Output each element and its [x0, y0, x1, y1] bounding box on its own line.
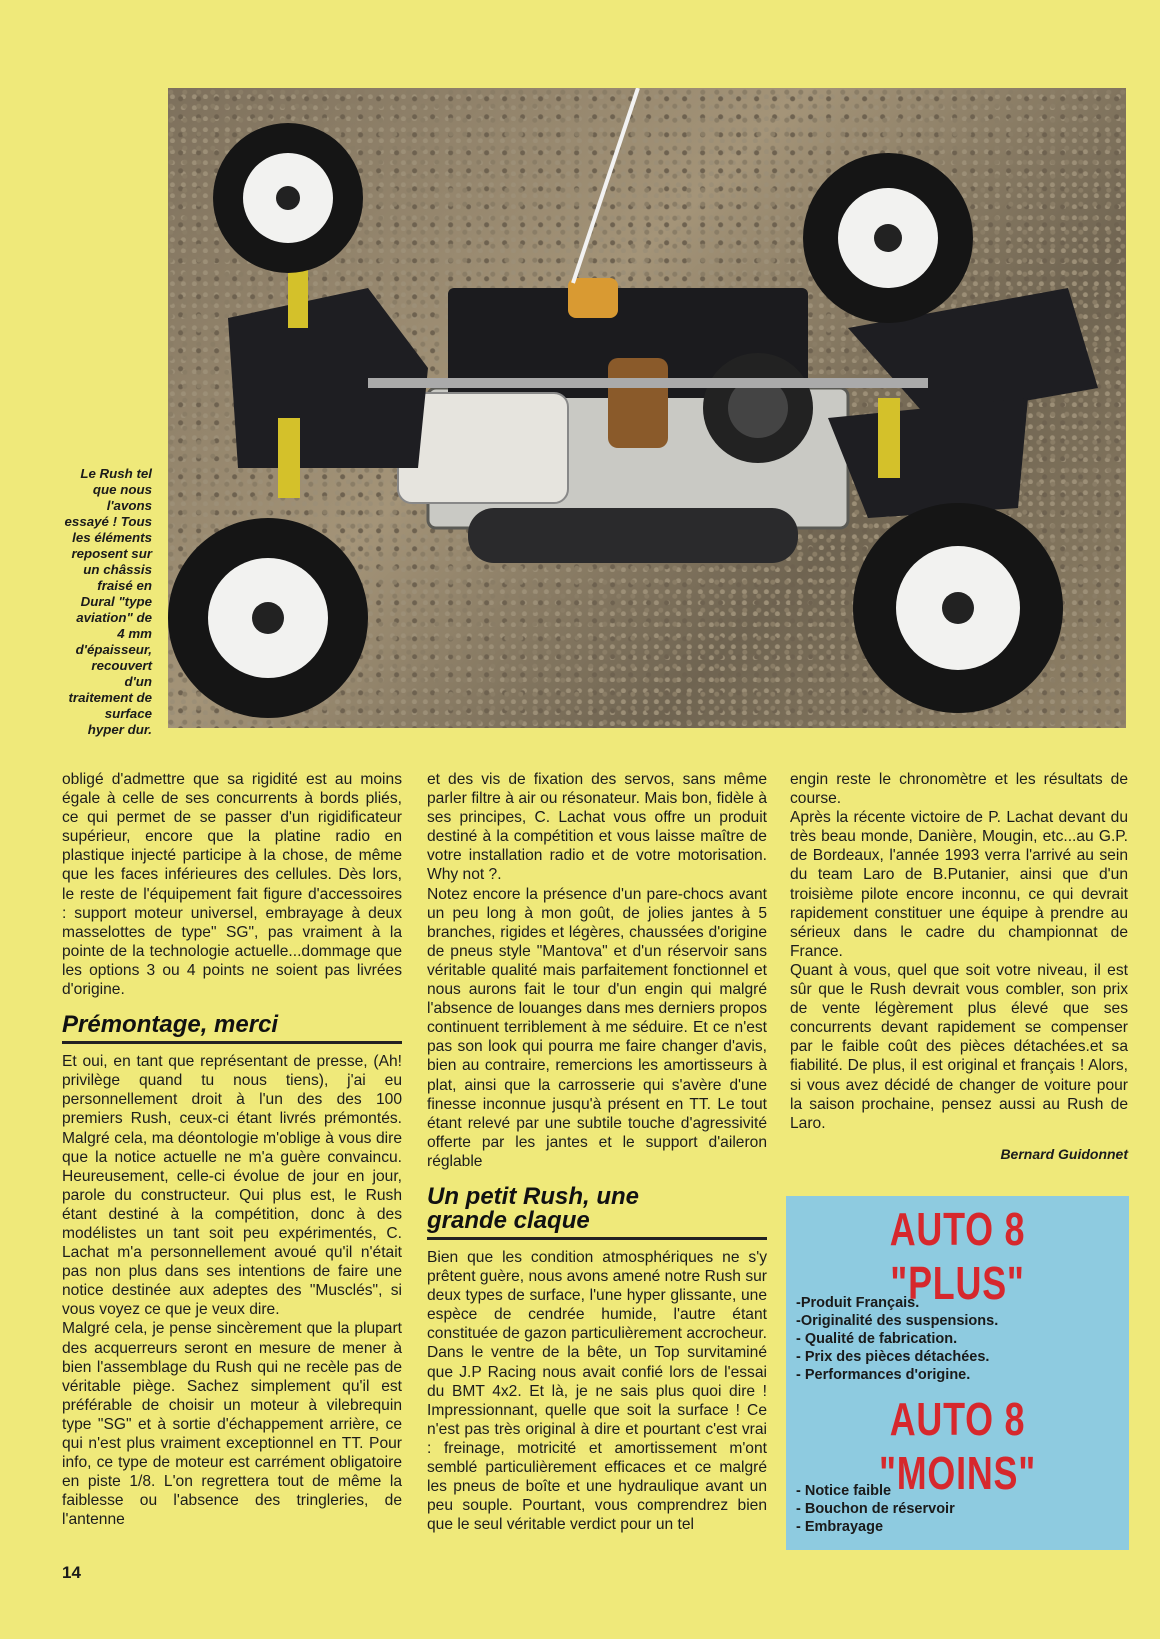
article-column-2: [427, 770, 767, 1534]
paragraph: obligé d'admettre que sa rigidité est au moins égale à celle de ses concurrents à bords pliés, ce qui permet de se passer d'un rigidificateur supérieur, encore que la platine radio en plastique injecté participe à la chose, de même que les faces inférieures des cellules. Dès lors, le reste de l'équipement fait figure d'accessoires : support moteur universel, embrayage à deux masselottes de type" SG", pas vraiment à la pointe de la technologie actuelle...dommage que les options 3 ou 4 points ne soient pas livrées d'origine.: [62, 771, 402, 999]
paragraph: Notez encore la présence d'un pare-chocs avant un peu long à mon goût, de jolies jantes à 5 branches, rigides et légères, chaussées d'origine de pneus style "Mantova" et d'un réservoir sans véritable qualité mais parfaitement fonctionnel et nous aurons fait le tour d'un engin qui malgré l'absence de louanges dans mes derniers propos continuent terriblement à me séduire. Et ce n'est pas son look qui pourra me faire changer d'avis, bien au contraire, remercions les amortisseurs à plat, ainsi que la carrosserie qui s'avère d'une finesse inconnue jusqu'à présent en TT. Le tout étant relevé par une subtile touche d'agressivité offerte par les jantes et le support d'aileron réglable: [427, 885, 767, 1170]
paragraph: Quant à vous, quel que soit votre niveau, il est sûr que le Rush devrait vous combler, son prix de vente légèrement plus élevé que ses concurrents devant rapidement se compenser par le faible coût des pièces détachées.et sa fiabilité. De plus, il est original et français ! Alors, si vous avez décidé de changer de voiture pour la saison prochaine, pensez aussi au Rush de Laro.: [790, 961, 1128, 1132]
list-item: - Prix des pièces détachées.: [796, 1349, 990, 1365]
paragraph: Malgré cela, je pense sincèrement que la plupart des acquerreurs seront en mesure de mener à bien l'assemblage du Rush qui ne recèle pas de véritable piège. Sachez simplement qu'il est préférable de choisir un moteur à vilebrequin type "SG" et à sortie d'échappement arrière, ce qui n'est plus vraiment exceptionnel en TT. Pour info, ce type de moteur est carrément obligatoire en piste 1/8. L'on regrettera tout de même la faiblesse ou l'absence des tringleries, de l'antenne: [62, 1320, 402, 1529]
verdict-box: [786, 1196, 1129, 1550]
list-item: - Qualité de fabrication.: [796, 1331, 958, 1347]
paragraph: et des vis de fixation des servos, sans même parler filtre à air ou résonateur. Mais bon, fidèle à ses principes, C. Lachat vous offre un produit destiné à la compétition et vous laisse maître de votre installation radio et de votre motorisation. Why not ?.: [427, 771, 767, 884]
list-item: - Notice faible: [796, 1483, 892, 1499]
section-heading-petit-rush: Un petit Rush, une grande claque: [427, 1185, 767, 1240]
list-item: - Bouchon de réservoir: [796, 1501, 955, 1517]
section-heading-premontage: Prémontage, merci: [62, 1013, 402, 1044]
article-column-1: [62, 770, 402, 1529]
list-item: - Embrayage: [796, 1519, 884, 1535]
paragraph: Et oui, en tant que représentant de presse, (Ah! privilège quand tu nous tiens), j'ai eu personnellement droit à l'un des des 100 premiers Rush, ceux-ci étant livrés prémontés. Malgré cela, ma déontologie m'oblige à vous dire que la notice actuelle ne m'a guère convaincu. Heureusement, celle-ci évolue de jour en jour, parole du constructeur. Qui plus est, le Rush étant destiné à la compétition, donc à des modélistes un tant soit peu expérimentés, C. Lachat m'a personnellement avoué qu'il n'était pas non plus dans ses intentions de faire une notice destinée aux adeptes des "Musclés", si vous voyez ce que je veux dire.: [62, 1053, 402, 1319]
rc-buggy-photo: [168, 88, 1126, 728]
moins-title: AUTO 8 "MOINS": [878, 1393, 1037, 1499]
moins-list: [796, 1482, 955, 1536]
paragraph: Bien que les condition atmosphériques ne s'y prêtent guère, nous avons amené notre Rush sur deux types de surface, l'une hyper glissante, une espèce de cendrée humide, l'autre étant constituée de gazon particulièrement accrocheur. Dans le ventre de la bête, un Top survitaminé que J.P Racing nous avait confié lors de l'essai du BMT 4x2. Et là, je ne sais plus quoi dire ! Impressionnant, quelle que soit la surface ! Ce n'est pas très original à dire et pourtant c'est vrai : freinage, motricité et amortissement m'ont semblé particulièrement efficaces et ce malgré les pneus de boîte et une hydraulique avant un peu souple. Pourtant, vous comprendrez bien que le seul véritable verdict pour un tel: [427, 1248, 767, 1534]
page-number: 14: [62, 1563, 81, 1582]
author-signature: Bernard Guidonnet: [1000, 1145, 1128, 1162]
photo-caption: Le Rush tel que nous l'avons essayé ! Tous les éléments reposent sur un châssis fraisé en Dural "type aviation" de 4 mm d'épaisseur, recouvert d'un traitement de surface hyper dur.: [64, 466, 152, 737]
plus-title: AUTO 8 "PLUS": [889, 1203, 1026, 1309]
plus-list: [796, 1294, 998, 1384]
paragraph: Après la récente victoire de P. Lachat devant du très beau monde, Danière, Mougin, etc...au G.P. de Bordeaux, l'année 1993 verra l'arrivé au sein du team Laro de B.Putanier, ainsi que d'un troisième pilote encore inconnu, ce qui devrait rapidement constituer une équipe à prendre au sérieux dans le cadre du championnat de France.: [790, 809, 1128, 960]
list-item: -Produit Français.: [796, 1295, 920, 1311]
list-item: - Performances d'origine.: [796, 1367, 971, 1383]
list-item: -Originalité des suspensions.: [796, 1313, 999, 1329]
article-column-3: [790, 770, 1128, 1164]
paragraph: engin reste le chronomètre et les résultats de course.: [790, 771, 1128, 808]
